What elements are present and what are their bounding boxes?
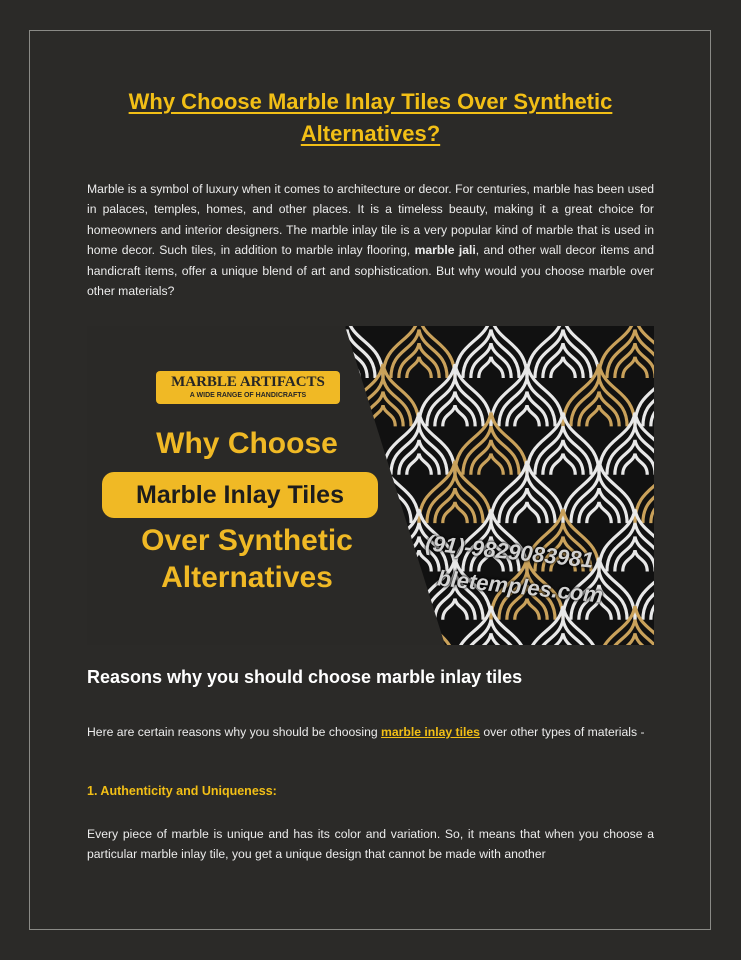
intro-text-2: , and other wall decor items and handicraft items, offer a unique blend of art and sophistication. But why would you choose marble over other materials? bbox=[87, 243, 655, 299]
watermark-website: bletemples.com bbox=[436, 565, 605, 608]
banner-headline-4: Alternatives bbox=[161, 561, 333, 594]
tile-arch bbox=[311, 606, 383, 645]
brand-name: MARBLE ARTIFACTS bbox=[171, 374, 325, 390]
reasons-paragraph bbox=[87, 722, 654, 742]
brand-tagline: A WIDE RANGE OF HANDICRAFTS bbox=[189, 392, 307, 399]
banner-headline-1: Why Choose bbox=[156, 427, 338, 460]
banner-headline-highlight: Marble Inlay Tiles bbox=[102, 472, 378, 518]
banner-headline-3: Over Synthetic bbox=[141, 524, 353, 557]
page-title: Why Choose Marble Inlay Tiles Over Synthetic Alternatives? bbox=[128, 89, 613, 146]
tile-arch bbox=[371, 599, 395, 620]
reasons-text-2: over other types of materials - bbox=[479, 725, 645, 739]
tile-arch bbox=[399, 633, 439, 645]
banner-image bbox=[87, 326, 654, 645]
intro-paragraph bbox=[87, 179, 654, 301]
authenticity-paragraph: Every piece of marble is unique and has its color and variation. So, it means that when you choose a particular marble inlay tile, you get a unique design that cannot be made with another bbox=[87, 827, 654, 862]
reasons-text-1: Here are certain reasons why you should be choosing bbox=[87, 725, 382, 739]
intro-text-1: Marble is a symbol of luxury when it comes to architecture or decor. For centuries, marble has been used in palaces, temples, homes, and other places. It is a timeless beauty, making it a great choice for homeowners and interior designers. The marble inlay tile is a very popular kind of marble that is used in home decor. Such tiles, in addition to marble inlay flooring, bbox=[87, 182, 654, 258]
subheading-authenticity: 1. Authenticity and Uniqueness: bbox=[87, 784, 277, 798]
tile-arch bbox=[327, 633, 367, 645]
brand-logo bbox=[156, 371, 340, 404]
marble-inlay-tiles-link[interactable]: marble inlay tiles bbox=[381, 725, 480, 739]
section-heading: Reasons why you should choose marble inlay tiles bbox=[87, 667, 523, 687]
tile-arch bbox=[319, 620, 375, 645]
watermark-phone: (91)-9829083981 bbox=[424, 530, 595, 573]
marble-jali-term: marble jali bbox=[414, 243, 476, 258]
